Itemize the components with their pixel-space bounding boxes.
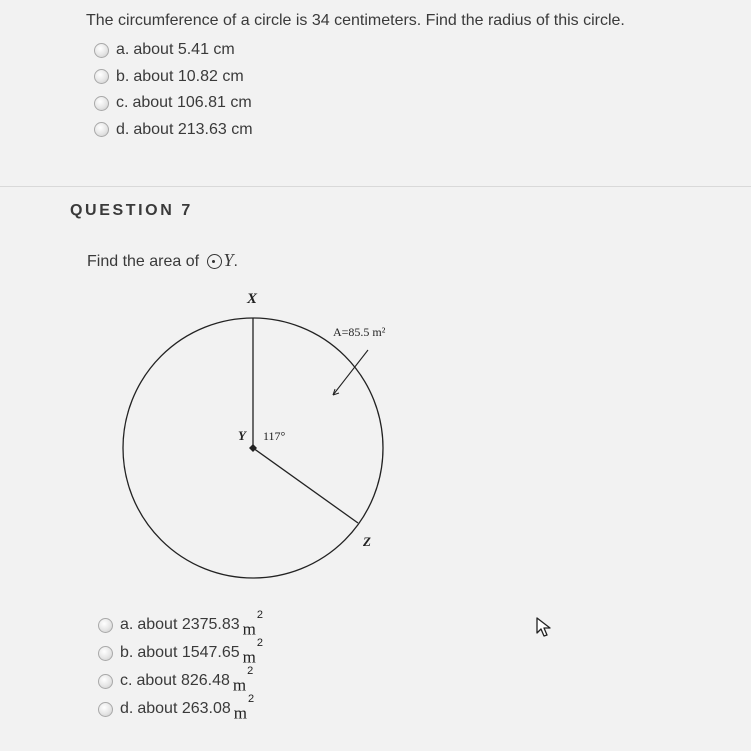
circle-name: Y: [223, 250, 234, 270]
option-text: about 10.82 cm: [133, 67, 244, 85]
option-letter: d.: [120, 700, 134, 717]
option-letter: a.: [116, 41, 130, 59]
label-z: Z: [363, 534, 371, 549]
label-x: X: [247, 291, 258, 307]
angle-label: 117°: [263, 429, 286, 443]
prompt-prefix: Find the area of: [87, 253, 200, 270]
option-letter: b.: [116, 67, 130, 85]
radius-yz: [253, 448, 358, 523]
option-letter: a.: [120, 616, 134, 633]
sector-area-label: A=85.5 m²: [333, 325, 386, 339]
option-text: about 213.63 cm: [133, 120, 253, 138]
option-letter: d.: [116, 120, 130, 138]
sector-pointer-line: [333, 350, 368, 395]
option-letter: c.: [120, 672, 133, 689]
mouse-pointer-icon: [535, 616, 555, 638]
radio-button[interactable]: [98, 618, 113, 633]
option-unit: $m^2$: [242, 636, 264, 667]
option-text: about 1547.65: [137, 644, 240, 661]
q7-option-b[interactable]: [98, 636, 264, 667]
radio-button[interactable]: [98, 646, 113, 661]
option-unit: $m^2$: [242, 608, 264, 639]
option-letter: b.: [120, 644, 134, 661]
option-text: about 263.08: [137, 700, 231, 717]
option-text: about 826.48: [136, 672, 230, 689]
center-point: [249, 444, 257, 452]
option-letter: c.: [116, 94, 129, 112]
prompt-suffix: .: [233, 253, 238, 270]
q7-option-c[interactable]: [98, 664, 263, 695]
option-unit: $m^2$: [233, 692, 255, 723]
option-text: about 2375.83: [137, 616, 240, 633]
option-unit: $m^2$: [232, 664, 254, 695]
label-y: Y: [238, 428, 246, 443]
question-6-prompt: The circumference of a circle is 34 centimeters. Find the radius of this circle.: [86, 12, 625, 29]
radio-button[interactable]: [98, 702, 113, 717]
q7-option-d[interactable]: [98, 692, 263, 723]
question-7-options: [98, 608, 264, 723]
option-text: about 106.81 cm: [132, 94, 252, 112]
q7-option-a[interactable]: [98, 608, 264, 639]
question-7-title: QUESTION 7: [70, 202, 193, 219]
radio-button[interactable]: [98, 674, 113, 689]
option-text: about 5.41 cm: [133, 41, 235, 59]
